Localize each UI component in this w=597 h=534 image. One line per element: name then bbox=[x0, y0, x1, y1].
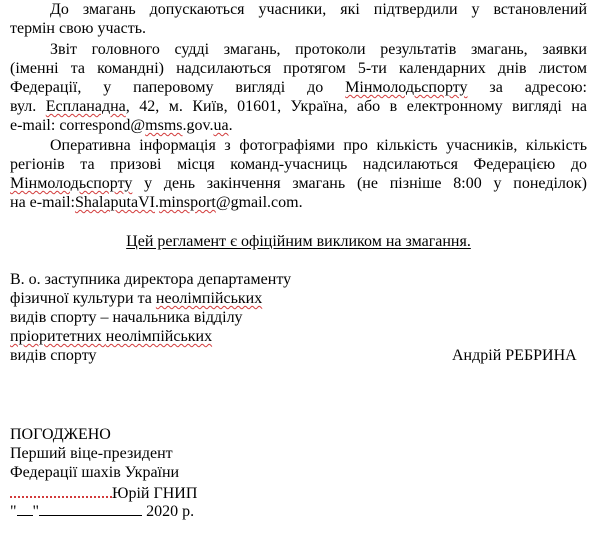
spell-flag: ShalaputaVI bbox=[74, 194, 155, 211]
spell-flag: minsport bbox=[158, 194, 216, 211]
signatory-line1: В. о. заступника директора департаменту bbox=[10, 271, 292, 288]
day-blank bbox=[17, 501, 33, 516]
spell-flag: Еспланадна bbox=[45, 98, 126, 115]
para2-line1: Звіт головного судді змагань, протоколи результатів змагань, заявки bbox=[50, 41, 587, 58]
spell-flag: пріоритетних bbox=[10, 328, 106, 345]
approval-heading: ПОГОДЖЕНО bbox=[10, 426, 111, 443]
para1-line1: До змагань допускаються учасники, які підтвердили у встановлений bbox=[50, 1, 587, 18]
para3-line1: Оперативна інформація з фотографіями про кількість учасників, кількість bbox=[50, 137, 587, 154]
para1-line2: термін свою участь. bbox=[10, 20, 147, 37]
spell-flag: неолімпійських bbox=[105, 328, 213, 345]
para3-line2: регіонів та призові місця команд-учасниць надсилаються Федерацією до bbox=[10, 156, 587, 173]
para2-line2: (іменні та командні) надсилаються протягом 5-ти календарних днів листом bbox=[10, 60, 587, 77]
official-call: Цей регламент є офіційним викликом на змагання. bbox=[126, 233, 471, 250]
approval-signature-line: Юрій ГНИП bbox=[10, 482, 197, 503]
approval-line1: Перший віце-президент bbox=[10, 445, 173, 462]
para2-line3: Федерації, у паперовому вигляді до Мінмолодьспорту за адресою: bbox=[10, 79, 587, 96]
month-blank bbox=[39, 501, 142, 516]
approval-date-line: " " 2020 р. bbox=[10, 503, 195, 520]
para3-line4: на e-mail:ShalaputaVI.minsport@gmail.com. bbox=[10, 194, 303, 211]
para2-line4: вул. Еспланадна, 42, м. Київ, 01601, Україна, або в електронному вигляді на bbox=[10, 98, 588, 115]
signatory-line5: видів спорту bbox=[10, 347, 97, 364]
signature-blank bbox=[10, 482, 112, 498]
approval-line2: Федерації шахів України bbox=[10, 464, 180, 481]
spell-flag: неолімпійських bbox=[155, 290, 263, 307]
signatory-name: Андрій РЕБРИНА bbox=[452, 347, 577, 364]
signatory-line4 bbox=[10, 327, 212, 346]
spell-flag: Мінмолодьспорту bbox=[10, 175, 133, 192]
para3-line3: Мінмолодьспорту у день закінчення змагань (не пізніше 8:00 у понеділок) bbox=[10, 175, 587, 192]
signatory-line2: фізичної культури та неолімпійських bbox=[10, 290, 263, 307]
para2-line5: e-mail: correspond@msms.gov.ua. bbox=[10, 117, 233, 134]
signatory-line3: видів спорту – начальника відділу bbox=[10, 309, 243, 326]
spell-flag: msms bbox=[145, 117, 183, 134]
spell-flag: Мінмолодьспорту bbox=[345, 79, 468, 96]
spell-flag: ua bbox=[213, 117, 229, 134]
